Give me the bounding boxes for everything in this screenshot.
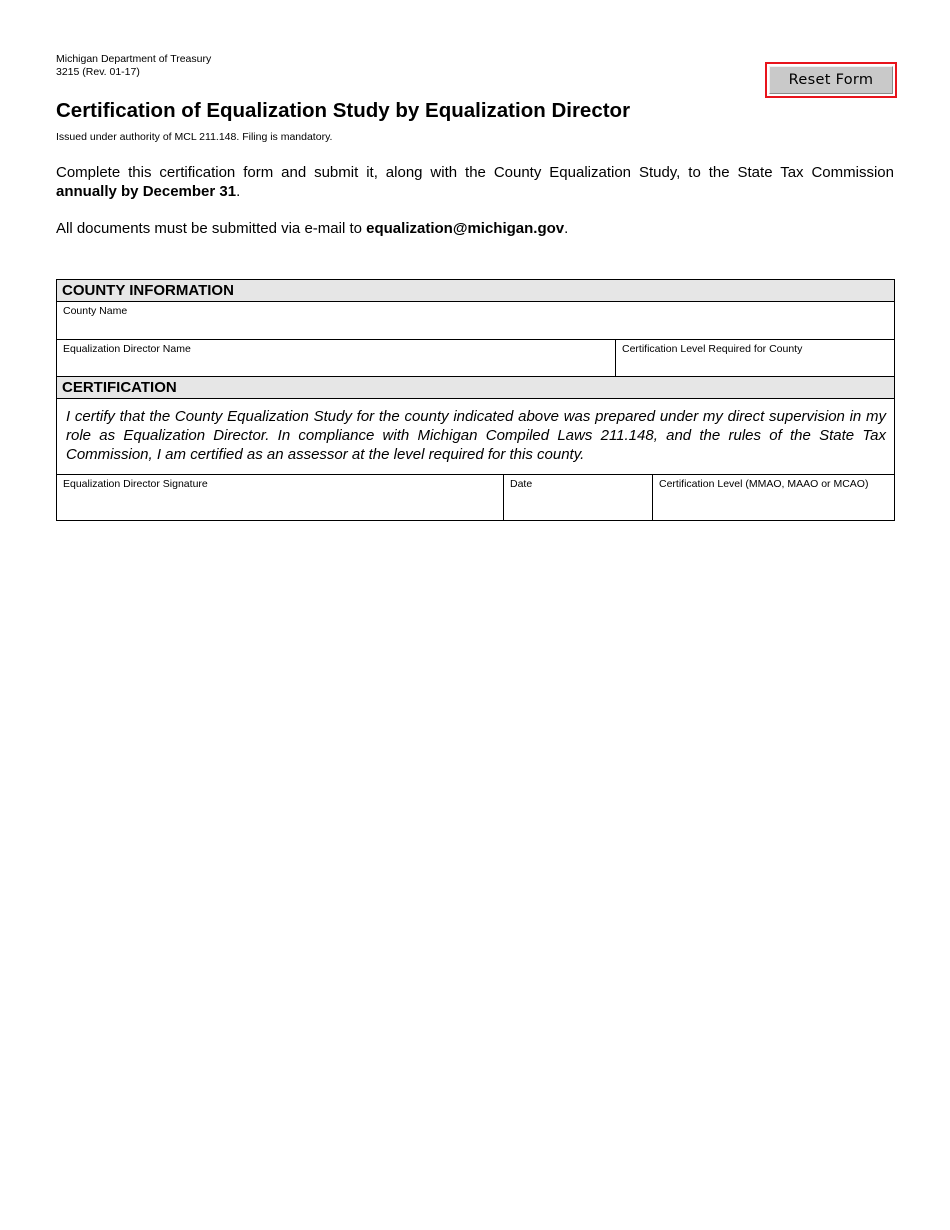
- cert-level-required-input[interactable]: [618, 354, 892, 374]
- email-prefix: All documents must be submitted via e-mail to: [56, 220, 367, 237]
- intro-text: Complete this certification form and submit it, along with the County Equalization Study, to the State Tax Commission: [56, 164, 894, 181]
- signature-input[interactable]: [59, 498, 501, 518]
- intro-period: .: [236, 183, 241, 200]
- director-name-input[interactable]: [59, 354, 613, 374]
- email-period: .: [564, 220, 569, 237]
- director-name-label: Equalization Director Name: [63, 343, 191, 355]
- county-name-row: [57, 302, 894, 340]
- director-row: [57, 340, 894, 377]
- county-name-cell[interactable]: [57, 302, 894, 339]
- agency-name: Michigan Department of Treasury: [56, 53, 212, 65]
- certification-heading: CERTIFICATION: [57, 377, 894, 399]
- email-instruction: [56, 219, 568, 238]
- reset-form-button[interactable]: [765, 62, 897, 98]
- county-name-input[interactable]: [59, 317, 892, 337]
- intro-paragraph: [56, 163, 894, 201]
- date-cell[interactable]: [504, 475, 653, 520]
- signature-cell[interactable]: [57, 475, 504, 520]
- form-number: 3215 (Rev. 01-17): [56, 66, 140, 78]
- authority-note: Issued under authority of MCL 211.148. Filing is mandatory.: [56, 131, 333, 143]
- cert-level-input[interactable]: [655, 498, 892, 518]
- date-label: Date: [510, 478, 533, 490]
- agency-header: [56, 53, 211, 79]
- certification-form: [56, 279, 895, 521]
- signature-row: [57, 475, 894, 520]
- reset-form-label[interactable]: Reset Form: [769, 66, 893, 94]
- director-name-cell[interactable]: [57, 340, 616, 376]
- cert-level-required-cell[interactable]: [616, 340, 894, 376]
- cert-level-required-label: Certification Level Required for County: [622, 343, 803, 355]
- signature-label: Equalization Director Signature: [63, 478, 208, 490]
- date-input[interactable]: [506, 498, 650, 518]
- certification-statement: I certify that the County Equalization Study for the county indicated above was prepared under my direct supervision in my role as Equalization Director. In compliance with Michigan Compiled Laws 211.148, and the rules of the State Tax Commission, I am certified as an assessor at the level required for this county.: [57, 399, 894, 475]
- deadline-text: annually by December 31: [56, 183, 237, 200]
- cert-level-label: Certification Level (MMAO, MAAO or MCAO): [659, 478, 869, 490]
- email-address: equalization@michigan.gov: [366, 220, 565, 237]
- county-info-heading: COUNTY INFORMATION: [57, 280, 894, 302]
- cert-level-cell[interactable]: [653, 475, 894, 520]
- county-name-label: County Name: [63, 305, 128, 317]
- page-title: Certification of Equalization Study by Equalization Director: [56, 99, 631, 122]
